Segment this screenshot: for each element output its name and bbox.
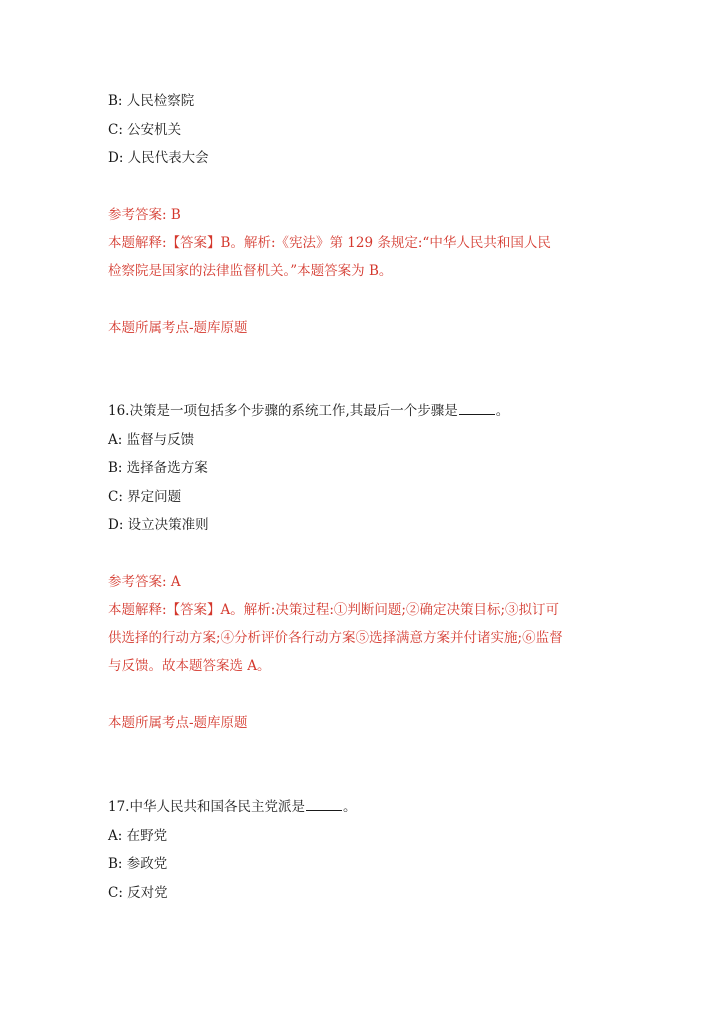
q16-category: 本题所属考点-题库原题 [108, 715, 248, 731]
q16-stem-end: 。 [495, 403, 510, 419]
q16-stem-text: 16.决策是一项包括多个步骤的系统工作,其最后一个步骤是 [108, 403, 458, 419]
q16-answer: 参考答案: A [108, 574, 181, 590]
q15-explanation-line-1: 本题解释:【答案】B。解析:《宪法》第 129 条规定:“中华人民共和国人民 [108, 235, 551, 251]
q17-answer-blank [306, 798, 342, 811]
q16-option-d: D: 设立决策准则 [108, 517, 209, 533]
q15-answer: 参考答案: B [108, 207, 181, 223]
q16-explanation-line-2: 供选择的行动方案;④分析评价各行动方案⑤选择满意方案并付诸实施;⑥监督 [108, 630, 563, 646]
q17-option-c: C: 反对党 [108, 885, 168, 901]
q17-option-a: A: 在野党 [108, 828, 168, 844]
q16-option-c: C: 界定问题 [108, 489, 182, 505]
q17-option-b: B: 参政党 [108, 856, 168, 872]
q16-answer-blank [459, 402, 495, 415]
q15-option-b: B: 人民检察院 [108, 93, 195, 109]
q16-explanation-line-3: 与反馈。故本题答案选 A。 [108, 658, 271, 674]
q15-option-d: D: 人民代表大会 [108, 150, 209, 166]
q16-option-b: B: 选择备选方案 [108, 460, 208, 476]
q15-explanation-line-2: 检察院是国家的法律监督机关。”本题答案为 B。 [108, 263, 393, 279]
q16-option-a: A: 监督与反馈 [108, 432, 195, 448]
q16-explanation-line-1: 本题解释:【答案】A。解析:决策过程:①判断问题;②确定决策目标;③拟订可 [108, 602, 559, 618]
q17-stem [108, 798, 356, 816]
q17-stem-text: 17.中华人民共和国各民主党派是 [108, 799, 305, 815]
q16-stem [108, 402, 509, 420]
q15-category: 本题所属考点-题库原题 [108, 320, 248, 336]
q15-option-c: C: 公安机关 [108, 122, 182, 138]
q17-stem-end: 。 [342, 799, 357, 815]
